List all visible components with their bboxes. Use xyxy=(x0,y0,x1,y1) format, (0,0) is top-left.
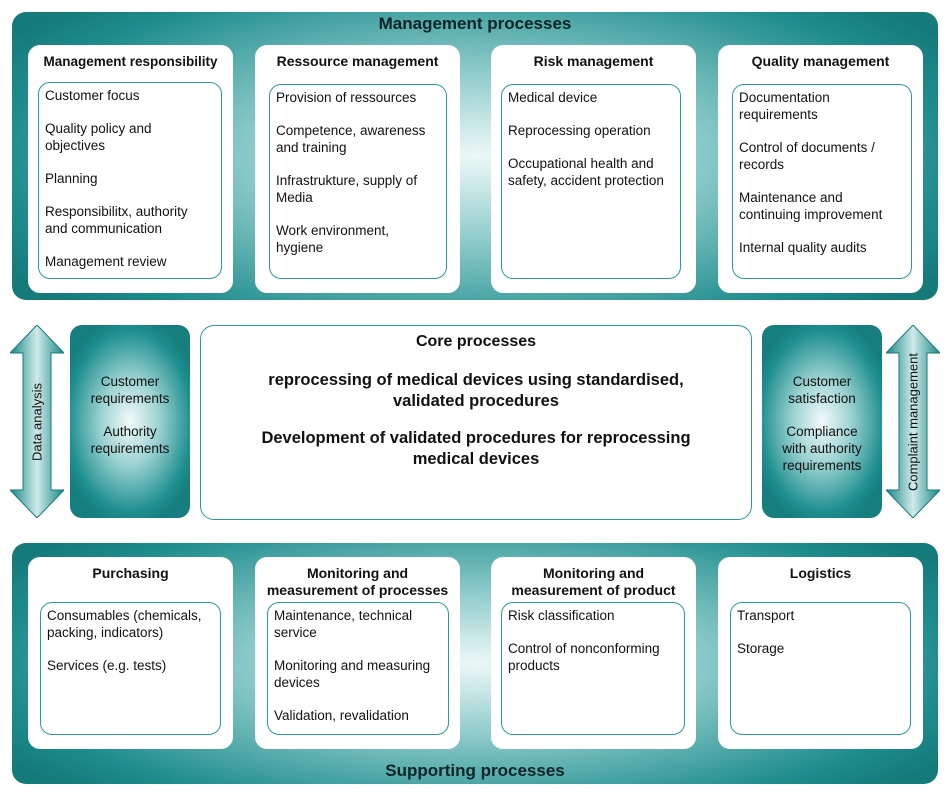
card-title: Management responsibility xyxy=(43,54,218,69)
complaint-management-label: Complaint management xyxy=(905,352,921,491)
list-item: Validation, revalidation xyxy=(274,708,409,723)
list-item: Infrastrukture, supply of Media xyxy=(276,173,418,205)
list-item: Work environment, hygiene xyxy=(276,223,390,255)
card-management-responsibility xyxy=(28,45,233,293)
card-item-list xyxy=(267,602,449,735)
list-item: Reprocessing operation xyxy=(508,123,651,138)
compliance-label: Compliance with authority requirements xyxy=(782,424,862,473)
core-processes-box xyxy=(200,325,752,520)
customer-requirements-box xyxy=(70,325,190,518)
card-item-list xyxy=(730,602,911,735)
core-process-reprocessing: reprocessing of medical devices using standardised, validated procedures xyxy=(268,371,684,410)
card-purchasing xyxy=(28,557,233,749)
list-item: Control of nonconforming products xyxy=(508,641,660,673)
card-monitoring-processes xyxy=(255,557,460,749)
card-title: Ressource management xyxy=(276,53,439,69)
list-item: Consumables (chemicals, packing, indicators) xyxy=(47,608,202,640)
core-processes-title: Core processes xyxy=(415,333,537,350)
card-title: Purchasing xyxy=(92,565,169,581)
list-item: Transport xyxy=(737,608,795,623)
supporting-processes-title: Supporting processes xyxy=(385,761,565,780)
list-item: Control of documents / records xyxy=(739,140,875,172)
list-item: Risk classification xyxy=(508,608,615,623)
card-item-list xyxy=(732,84,912,279)
customer-satisfaction-label: Customer satisfaction xyxy=(788,374,856,406)
card-monitoring-product xyxy=(491,557,696,749)
list-item: Medical device xyxy=(508,90,598,105)
card-risk-management xyxy=(491,45,696,293)
card-title: Quality management xyxy=(751,53,890,69)
authority-requirements-label: Authority requirements xyxy=(90,424,170,456)
list-item: Responsibilitx, authority and communication xyxy=(45,204,188,236)
card-item-list xyxy=(38,82,222,279)
data-analysis-label: Data analysis xyxy=(29,382,45,461)
core-process-development: Development of validated procedures for reprocessing medical devices xyxy=(261,429,691,468)
list-item: Maintenance and continuing improvement xyxy=(739,190,883,222)
list-item: Provision of ressources xyxy=(276,90,417,105)
list-item: Occupational health and safety, accident protection xyxy=(508,156,664,188)
list-item: Management review xyxy=(45,254,167,269)
card-item-list xyxy=(269,84,447,279)
card-logistics xyxy=(718,557,923,749)
card-item-list xyxy=(501,84,681,279)
customer-satisfaction-box xyxy=(762,325,882,518)
list-item: Internal quality audits xyxy=(739,240,867,255)
card-title: Logistics xyxy=(789,565,852,581)
card-quality-management xyxy=(718,45,923,293)
customer-requirements-label: Customer requirements xyxy=(90,374,170,406)
card-title: Risk management xyxy=(533,53,654,69)
card-item-list xyxy=(501,602,685,735)
card-ressource-management xyxy=(255,45,460,293)
list-item: Services (e.g. tests) xyxy=(47,658,167,673)
card-item-list xyxy=(40,602,221,735)
list-item: Maintenance, technical service xyxy=(274,608,413,640)
list-item: Documentation requirements xyxy=(739,90,830,122)
data-analysis-arrow xyxy=(10,325,64,518)
list-item: Quality policy and objectives xyxy=(45,121,152,153)
list-item: Customer focus xyxy=(45,88,140,103)
management-processes-title: Management processes xyxy=(378,14,572,33)
list-item: Monitoring and measuring devices xyxy=(274,658,431,690)
card-title: Monitoring and measurement of product xyxy=(511,565,676,598)
list-item: Planning xyxy=(45,171,98,186)
card-title: Monitoring and measurement of processes xyxy=(266,565,449,598)
complaint-management-arrow xyxy=(886,325,940,518)
list-item: Competence, awareness and training xyxy=(276,123,426,155)
list-item: Storage xyxy=(737,641,785,656)
